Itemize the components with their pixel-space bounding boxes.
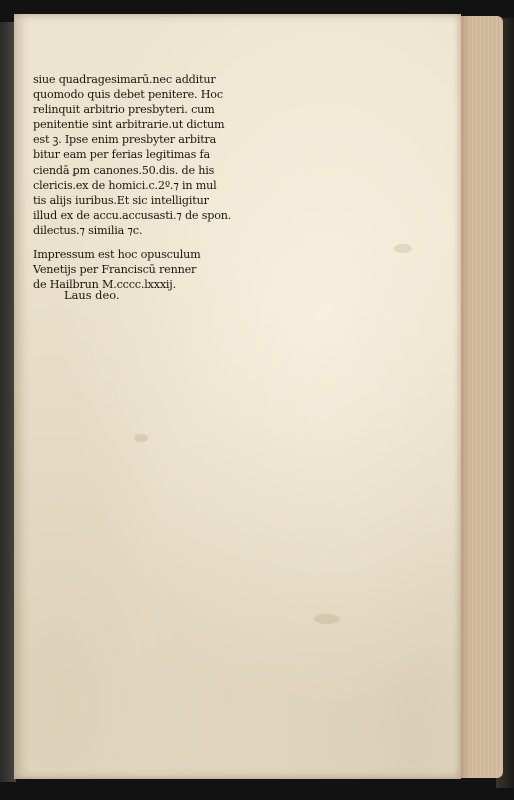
text-line: dilectus.⁊ similia ⁊c. xyxy=(33,223,143,237)
text-line: tis alijs iuribus.Et sic intelligitur xyxy=(33,193,209,207)
text-line: relinquit arbitrio presbyteri. cum xyxy=(33,103,215,117)
stain xyxy=(394,244,412,253)
stain xyxy=(314,614,340,624)
stain xyxy=(134,434,148,442)
text-line: clericis.ex de homici.c.2º.⁊ in mul xyxy=(33,178,217,192)
text-line: bitur eam per ferias legitimas fa xyxy=(33,148,210,162)
colophon-line: Impressum est hoc opusculum xyxy=(33,248,201,262)
body-text xyxy=(33,72,258,292)
page-edges xyxy=(455,16,503,778)
text-line: est ꝫ. Ipse enim presbyter arbitra xyxy=(33,133,217,147)
colophon-line: de Hailbrun M.cccc.lxxxij. xyxy=(33,278,176,292)
text-line: penitentie sint arbitrarie.ut dictum xyxy=(33,118,225,132)
closing-line: Laus deo. xyxy=(64,288,120,302)
text-line: quomodo quis debet penitere. Hoc xyxy=(33,88,223,102)
text-line: ciendā ꝑm canones.50.dis. de his xyxy=(33,163,215,177)
text-line: illud ex de accu.accusasti.⁊ de spon. xyxy=(33,208,232,222)
colophon xyxy=(33,247,258,292)
text-line: siue quadragesimarū.nec additur xyxy=(33,73,216,86)
colophon-line: Venetijs per Franciscū renner xyxy=(33,263,197,277)
